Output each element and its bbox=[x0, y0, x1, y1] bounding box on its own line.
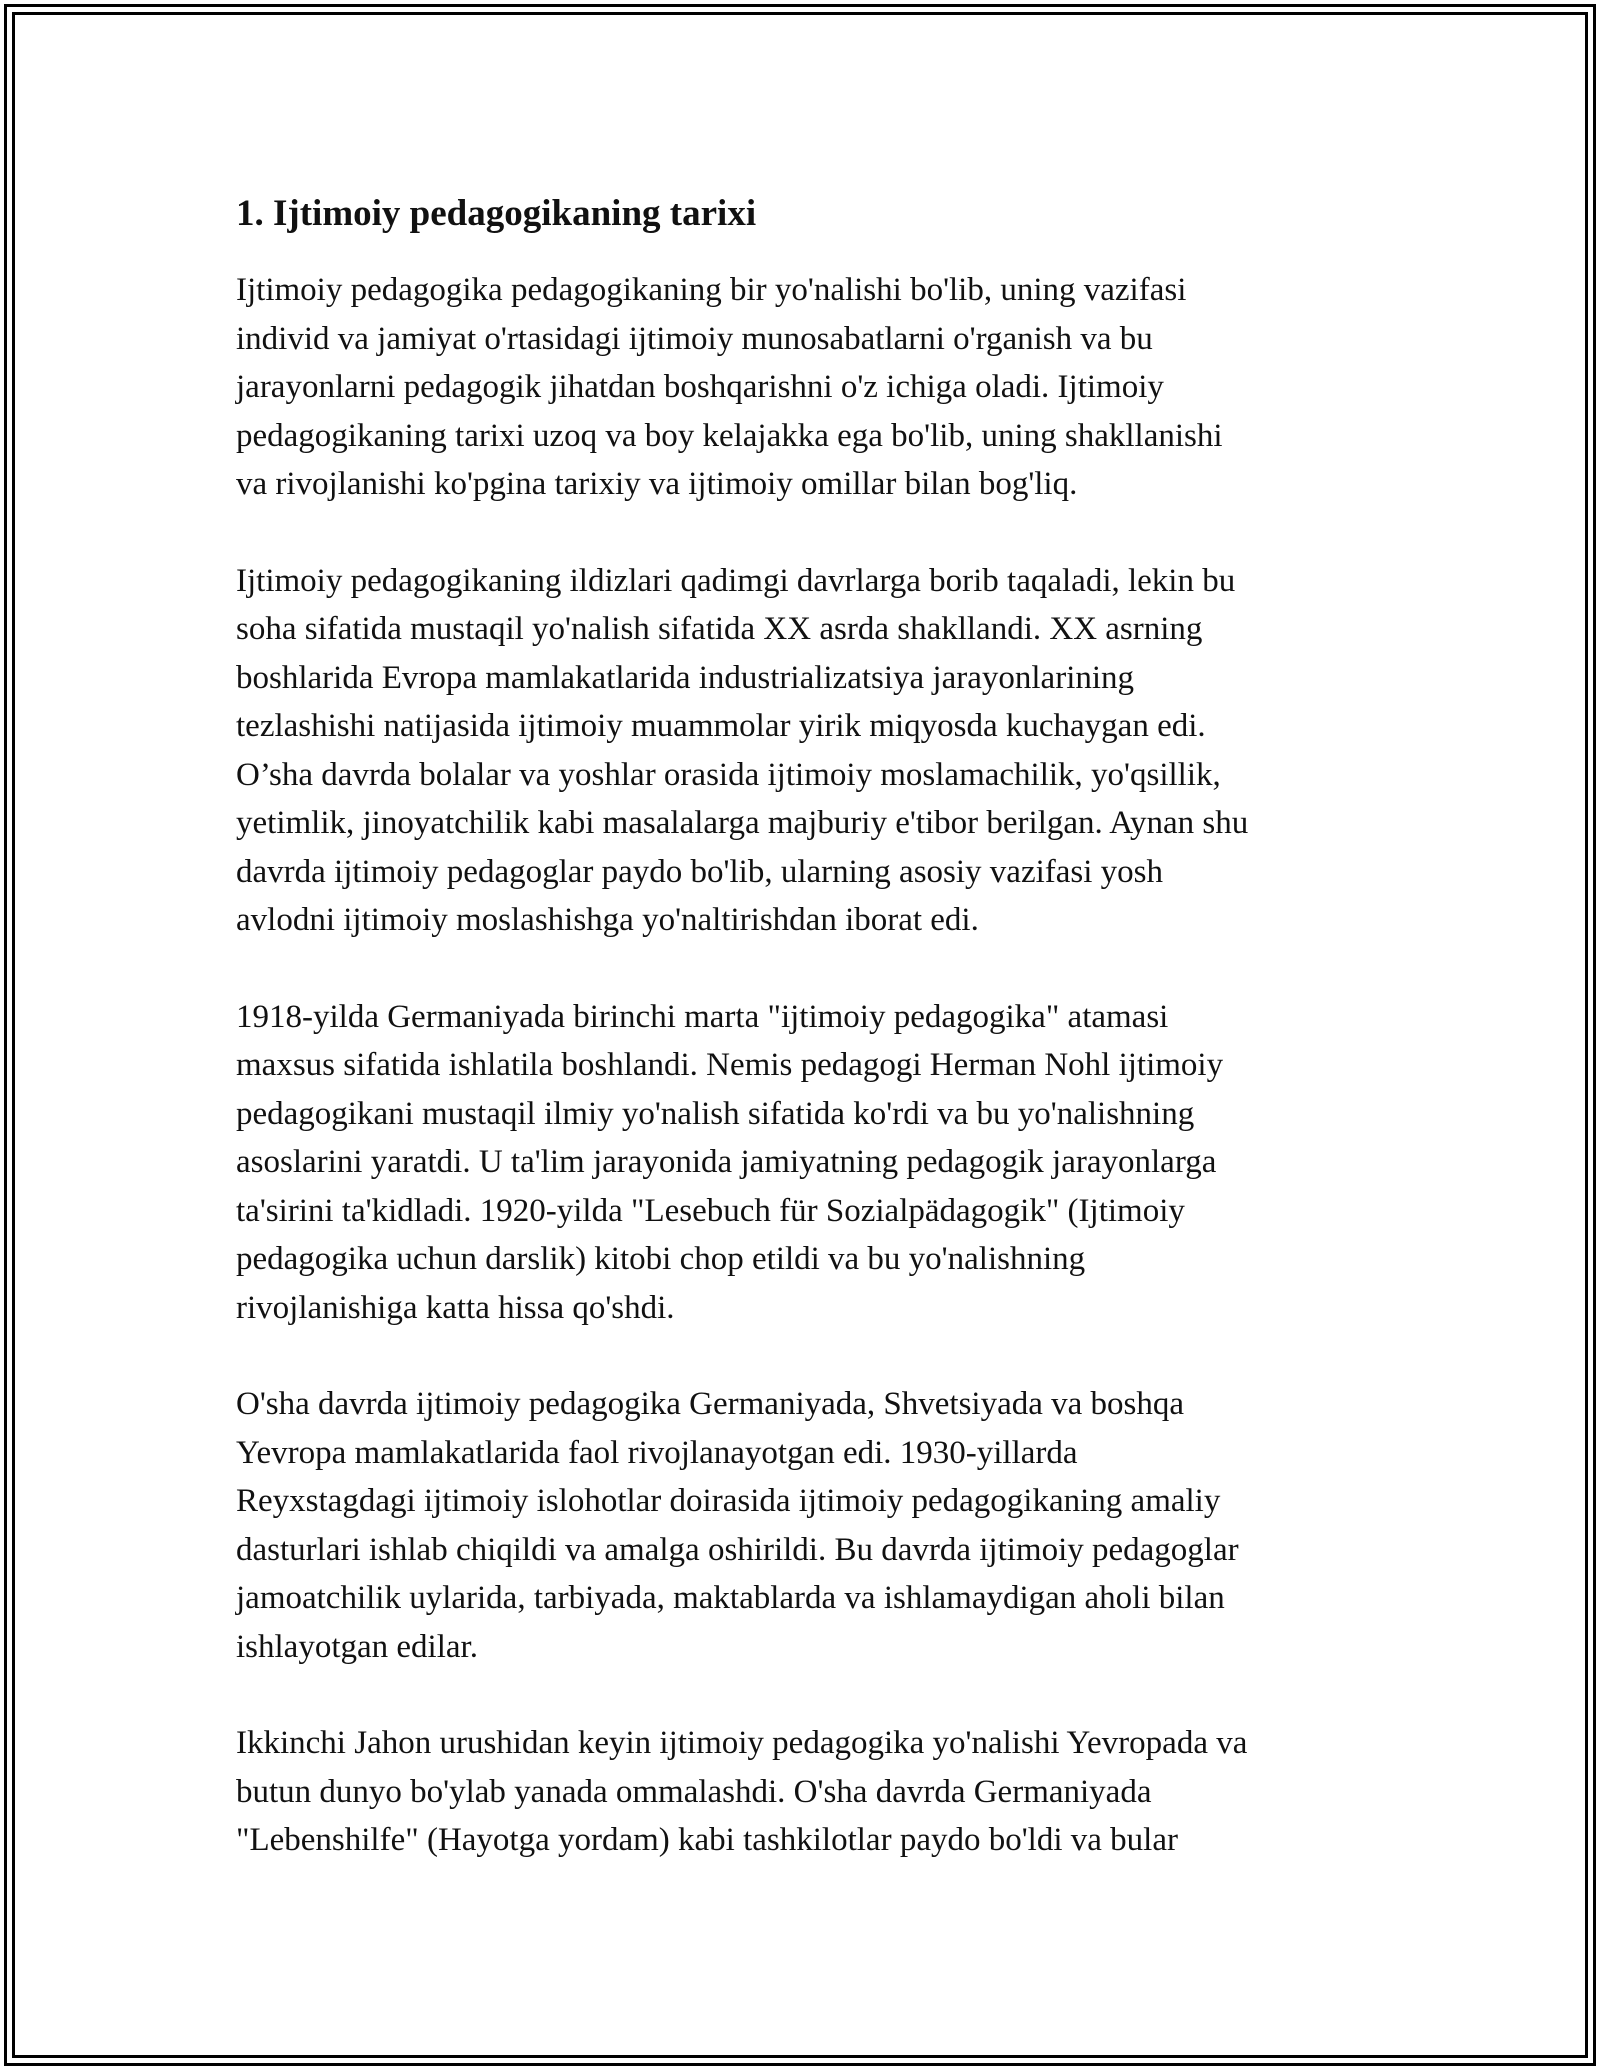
paragraph-1 bbox=[236, 266, 1366, 509]
text-line: individ va jamiyat o'rtasidagi ijtimoiy munosabatlarni o'rganish va bu bbox=[236, 320, 1153, 357]
text-line: boshlarida Evropa mamlakatlarida industrializatsiya jarayonlarining bbox=[236, 659, 1135, 696]
text-line: pedagogikani mustaqil ilmiy yo'nalish sifatida ko'rdi va bu yo'nalishning bbox=[236, 1095, 1195, 1132]
text-line: O'sha davrda ijtimoiy pedagogika Germaniyada, Shvetsiyada va boshqa bbox=[236, 1386, 1185, 1422]
text-line: dasturlari ishlab chiqildi va amalga oshirildi. Bu davrda ijtimoiy pedagoglar bbox=[236, 1531, 1239, 1568]
text-line: ta'sirini ta'kidladi. 1920-yilda "Lesebuch für Sozialpädagogik" (Ijtimoiy bbox=[236, 1192, 1185, 1229]
text-line: avlodni ijtimoiy moslashishga yo'naltirishdan iborat edi. bbox=[236, 902, 979, 938]
text-line: pedagogika uchun darslik) kitobi chop etildi va bu yo'nalishning bbox=[236, 1241, 1086, 1277]
text-line: jarayonlarni pedagogik jihatdan boshqarishni o'z ichiga oladi. Ijtimoiy bbox=[236, 369, 1164, 405]
text-line: Ijtimoiy pedagogika pedagogikaning bir yo'nalishi bo'lib, uning vazifasi bbox=[236, 272, 1187, 308]
paragraph-5 bbox=[236, 1719, 1366, 1865]
text-line: rivojlanishiga katta hissa qo'shdi. bbox=[236, 1289, 675, 1326]
text-line: tezlashishi natijasida ijtimoiy muammolar yirik miqyosda kuchaygan edi. bbox=[236, 708, 1206, 744]
text-line: pedagogikaning tarixi uzoq va boy kelajakka ega bo'lib, uning shakllanishi bbox=[236, 417, 1223, 454]
text-line: soha sifatida mustaqil yo'nalish sifatida XX asrda shakllandi. XX asrning bbox=[236, 611, 1203, 647]
section-heading: 1. Ijtimoiy pedagogikaning tarixi bbox=[236, 193, 757, 234]
text-line: Ikkinchi Jahon urushidan keyin ijtimoiy pedagogika yo'nalishi Yevropada va bbox=[236, 1725, 1248, 1761]
paragraph-2 bbox=[236, 557, 1366, 945]
document-body bbox=[236, 190, 1366, 1913]
text-line: butun dunyo bo'ylab yanada ommalashdi. O'sha davrda Germaniyada bbox=[236, 1773, 1152, 1810]
text-line: jamoatchilik uylarida, tarbiyada, maktablarda va ishlamaydigan aholi bilan bbox=[236, 1580, 1225, 1616]
text-line: Reyxstagdagi ijtimoiy islohotlar doirasida ijtimoiy pedagogikaning amaliy bbox=[236, 1483, 1221, 1519]
text-line: Yevropa mamlakatlarida faol rivojlanayotgan edi. 1930-yillarda bbox=[236, 1434, 1078, 1471]
text-line: "Lebenshilfe" (Hayotga yordam) kabi tashkilotlar paydo bo'ldi va bular bbox=[236, 1822, 1178, 1858]
text-line: ishlayotgan edilar. bbox=[236, 1628, 478, 1665]
text-line: davrda ijtimoiy pedagoglar paydo bo'lib, ularning asosiy vazifasi yosh bbox=[236, 853, 1163, 890]
paragraph-3 bbox=[236, 993, 1366, 1333]
text-line: Ijtimoiy pedagogikaning ildizlari qadimgi davrlarga borib taqaladi, lekin bu bbox=[236, 562, 1236, 599]
text-line: asoslarini yaratdi. U ta'lim jarayonida jamiyatning pedagogik jarayonlarga bbox=[236, 1144, 1217, 1180]
paragraph-4 bbox=[236, 1380, 1366, 1671]
text-line: va rivojlanishi ko'pgina tarixiy va ijtimoiy omillar bilan bog'liq. bbox=[236, 466, 1078, 502]
text-line: maxsus sifatida ishlatila boshlandi. Nemis pedagogi Herman Nohl ijtimoiy bbox=[236, 1047, 1224, 1083]
text-line: yetimlik, jinoyatchilik kabi masalalarga majburiy e'tibor berilgan. Aynan shu bbox=[236, 805, 1249, 841]
text-line: O’sha davrda bolalar va yoshlar orasida ijtimoiy moslamachilik, yo'qsillik, bbox=[236, 756, 1221, 793]
text-line: 1918-yilda Germaniyada birinchi marta "ijtimoiy pedagogika" atamasi bbox=[236, 998, 1169, 1035]
